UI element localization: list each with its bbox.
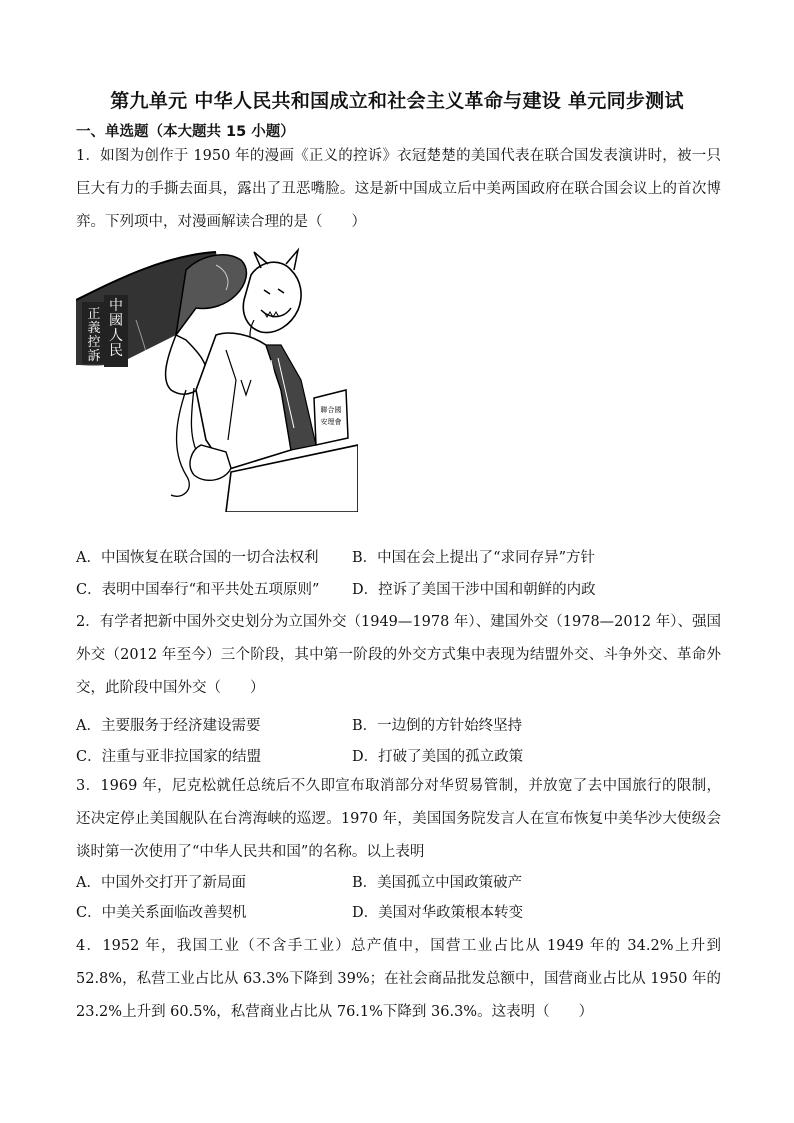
cartoon-image bbox=[76, 240, 358, 512]
question-2-option-b: B．一边倒的方针始终坚持 bbox=[352, 718, 523, 734]
question-1-stem: 1．如图为创作于 1950 年的漫画《正义的控诉》衣冠楚楚的美国代表在联合国发表演讲时，被一只巨大有力的手撕去面具，露出了丑恶嘴脸。这是新中国成立后中美两国政府在联合国会议上的首次博弈。下列项中，对漫画解读合理的是（ ） bbox=[76, 148, 721, 230]
question-3-option-c: C．中美关系面临改善契机 bbox=[76, 905, 247, 921]
sleeve-text: 正義控訴 bbox=[87, 307, 101, 364]
podium-sign-text: 聯合國安理會 bbox=[320, 406, 342, 426]
question-2-stem: 2．有学者把新中国外交史划分为立国外交（1949—1978 年）、建国外交（1978—2012 年）、强国外交（2012 年至今）三个阶段，其中第一阶段的外交方式集中表现为结盟外交、斗争外交、革命外交，此阶段中国外交（ ） bbox=[76, 614, 721, 696]
page-title: 第九单元 中华人民共和国成立和社会主义革命与建设 单元同步测试 bbox=[110, 90, 684, 112]
question-3-stem: 3．1969 年，尼克松就任总统后不久即宣布取消部分对华贸易管制，并放宽了去中国旅行的限制，还决定停止美国舰队在台湾海峡的巡逻。1970 年，美国国务院发言人在宣布恢复中美华沙大使级会谈时第一次使用了“中华人民共和国”的名称。以上表明 bbox=[76, 778, 721, 860]
question-1-option-a: A．中国恢复在联合国的一切合法权利 bbox=[76, 550, 319, 566]
question-1-option-c: C．表明中国奉行“和平共处五项原则” bbox=[76, 582, 320, 598]
fist-text: 中國人民 bbox=[109, 298, 123, 359]
question-2-option-c: C．注重与亚非拉国家的结盟 bbox=[76, 749, 262, 765]
question-3-option-b: B．美国孤立中国政策破产 bbox=[352, 875, 523, 891]
question-1-option-d: D．控诉了美国干涉中国和朝鲜的内政 bbox=[352, 582, 596, 598]
section-heading: 一、单选题（本大题共 15 小题） bbox=[76, 124, 295, 140]
question-2-option-d: D．打破了美国的孤立政策 bbox=[352, 749, 524, 765]
question-1-option-b: B．中国在会上提出了“求同存异”方针 bbox=[352, 550, 595, 566]
question-4-stem: 4．1952 年，我国工业（不含手工业）总产值中，国营工业占比从 1949 年的 34.2%上升到 52.8%，私营工业占比从 63.3%下降到 39%；在社会商品批发总额中，国营商业占比从 1950 年的 23.2%上升到 60.5%，私营商业占比从 76.1%下降到 36.3%。这表明（ ） bbox=[76, 938, 721, 1020]
question-2-option-a: A．主要服务于经济建设需要 bbox=[76, 718, 261, 734]
question-3-option-d: D．美国对华政策根本转变 bbox=[352, 905, 524, 921]
question-3-option-a: A．中国外交打开了新局面 bbox=[76, 875, 246, 891]
